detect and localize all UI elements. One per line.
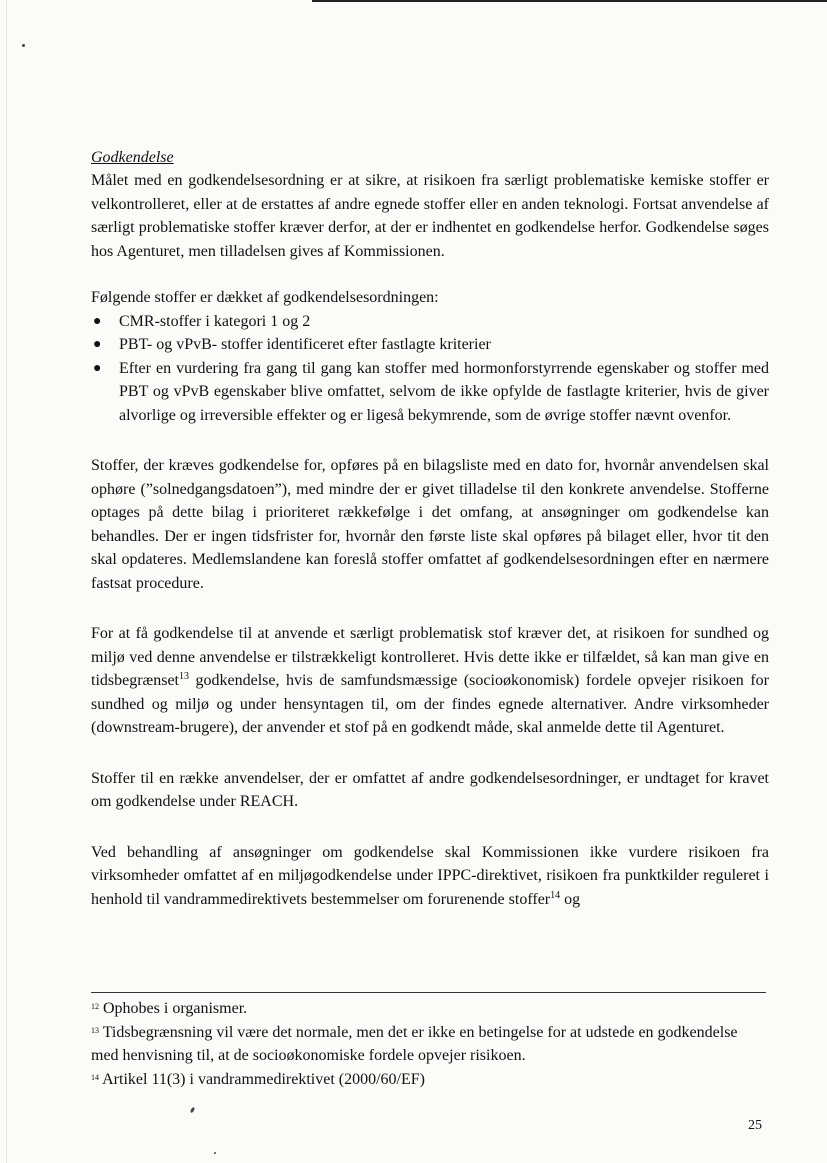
scan-speck bbox=[22, 44, 25, 47]
paragraph-authorisation-conditions: For at få godkendelse til at anvende et særligt problematisk stof kræver det, at risikoen for sundhed og miljø ved denne anvendelse er tilstrækkeligt kontrolleret. Hvis dette ikke er tilfældet, så kan man give en tidsbegrænset$^{13}$ godkendelse, hvis de samfundsmæssige (socioøkonomisk) fordele opvejer risikoen for sundhed og miljø og under hensyntagen til, om der findes egnede alternativer. Andre virksomheder (downstream-brugere), der anvender et stof på en godkendt måde, skal anmelde dette til Agenturet. bbox=[91, 625, 769, 736]
section-heading: Godkendelse bbox=[91, 149, 174, 166]
scan-speck bbox=[214, 1152, 216, 1154]
paragraph-annex-list: Stoffer, der kræves godkendelse for, opføres på en bilagsliste med en dato for, hvornår anvendelsen skal ophøre (”solnedgangsdatoen”), med mindre der er givet tilladelse til den konkrete anvendelse. Stofferne optages på dette bilag i prioriteret rækkefølge i det omfang, at ansøgninger om godkendelse kan behandles. Der er ingen tidsfrister for, hvornår den første liste skal opføres på bilaget eller, hvor tit den skal opdateres. Medlemslandene kan foreslå stoffer omfattet af godkendelsesordningen efter en nærmere fastsat procedure. bbox=[91, 457, 769, 592]
footnote: $^{12}$ Ophobes i organismer. bbox=[91, 1000, 248, 1017]
scan-speck bbox=[190, 1107, 196, 1114]
footnote-ref[interactable]: 14 bbox=[550, 889, 561, 901]
footnote: $^{13}$ Tidsbegrænsning vil være det normale, men det er ikke en betingelse for at udstede en godkendelse med henvisning til, at de socioøkonomiske fordele opvejer risikoen. bbox=[91, 1023, 738, 1064]
list-item: ● CMR-stoffer i kategori 1 og 2 bbox=[91, 310, 769, 334]
paragraph-covered-intro: Følgende stoffer er dækket af godkendelsesordningen: bbox=[91, 289, 439, 306]
paragraph-purpose: Målet med en godkendelsesordning er at sikre, at risikoen fra særligt problematiske kemiske stoffer er velkontrolleret, eller at de erstattes af andre egnede stoffer eller en anden teknologi. Fortsat anvendelse af særligt problematiske stoffer kræver derfor, at der er indhentet en godkendelse herfor. Godkendelse søges hos Agenturet, men tilladelsen gives af Kommissionen. bbox=[91, 172, 769, 260]
scan-edge bbox=[6, 0, 7, 1163]
footnotes bbox=[91, 997, 751, 1091]
footnote-ref[interactable]: 13 bbox=[179, 671, 189, 682]
footnote: $^{14}$ Artikel 11(3) i vandrammedirektivet (2000/60/EF) bbox=[91, 1070, 425, 1088]
covered-substances-list bbox=[91, 310, 769, 428]
footnote-separator bbox=[91, 992, 766, 993]
paragraph-exemptions: Stoffer til en række anvendelser, der er omfattet af andre godkendelsesordninger, er undtaget for kravet om godkendelse under REACH. bbox=[91, 769, 769, 810]
top-border-line bbox=[312, 0, 827, 2]
document-body bbox=[91, 146, 769, 911]
list-item: ● Efter en vurdering fra gang til gang kan stoffer med hormonforstyrrende egenskaber og stoffer med PBT og vPvB egenskaber blive omfattet, selvom de ikke opfylde de fastlagte kriterier, hvis de giver alvorlige og irreversible effekter og er ligeså bekymrende, som de øvrige stoffer nævnt ovenfor. bbox=[91, 357, 769, 428]
list-item: ● PBT- og vPvB- stoffer identificeret efter fastlagte kriterier bbox=[91, 333, 769, 357]
bullet-icon: ● bbox=[93, 360, 102, 376]
bullet-icon: ● bbox=[93, 337, 102, 352]
paragraph-commission-assessment: Ved behandling af ansøgninger om godkendelse skal Kommissionen ikke vurdere risikoen fra virksomheder omfattet af en miljøgodkendelse under IPPC-direktivet, risikoen fra punktkilder reguleret i henhold til vandrammedirektivets bestemmelser om forurenende stoffer$^{14}$ og bbox=[91, 843, 769, 908]
page-number: 25 bbox=[748, 1118, 762, 1133]
bullet-icon: ● bbox=[93, 313, 102, 329]
